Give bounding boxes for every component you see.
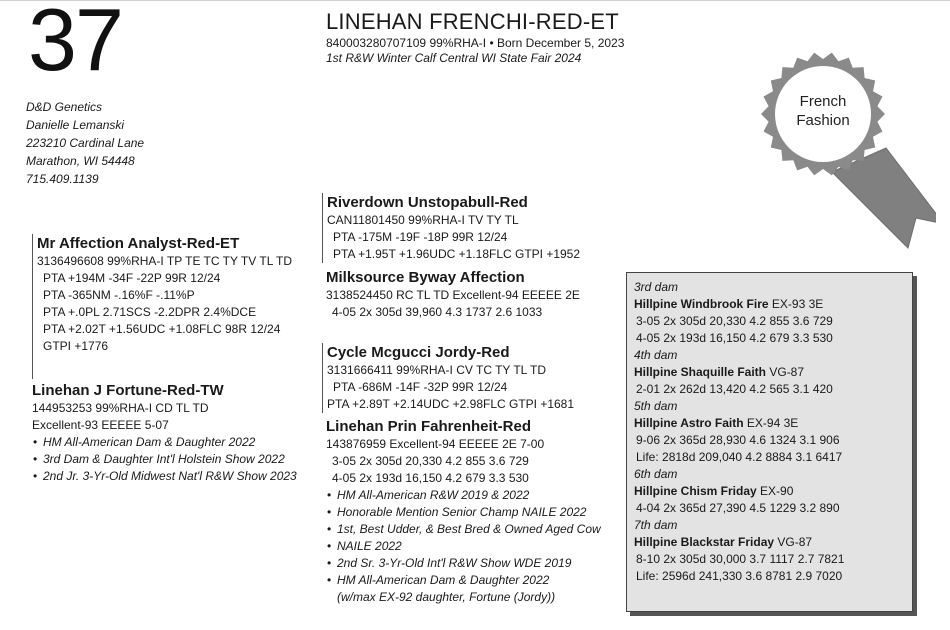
lot-number: 37 <box>28 0 122 89</box>
dam-entry-score: EX-94 3E <box>743 416 799 430</box>
dam-line: 144953253 99%RHA-I CD TL TD <box>32 401 209 415</box>
sire-line: PTA -365NM -.16%F -.11%P <box>43 288 195 302</box>
award-ribbon-icon <box>736 52 936 252</box>
dam-entry-title <box>634 364 905 381</box>
sire-line: PTA +194M -34F -22P 99R 12/24 <box>43 271 221 285</box>
consignor-street: 223210 Cardinal Lane <box>26 136 145 150</box>
dam-entry-score: VG-87 <box>766 365 805 379</box>
dam-generation-label: 7th dam <box>634 518 678 532</box>
consignor-info <box>26 98 144 188</box>
extended-dams-box <box>626 272 913 612</box>
top-rule <box>0 0 950 1</box>
animal-header <box>326 10 624 66</box>
dam-honor: • 2nd Jr. 3-Yr-Old Midwest Nat'l R&W Show 2023 <box>32 468 297 485</box>
dam-entry-record: 3-05 2x 305d 20,330 4.2 855 3.6 729 <box>636 314 833 328</box>
dam-entry-title <box>634 534 905 551</box>
dam-dam-line: 3-05 2x 305d 20,330 4.2 855 3.6 729 <box>332 454 529 468</box>
dam-entry-title <box>634 483 905 500</box>
sire-line: PTA +2.02T +1.56UDC +1.08FLC 98R 12/24 <box>43 322 281 336</box>
dam-entry-record: 4-04 2x 365d 27,390 4.5 1229 3.2 890 <box>636 501 840 515</box>
sire-name: Mr Affection Analyst-Red-ET <box>37 235 240 252</box>
animal-registration: 840003280707109 99%RHA-I • Born December 5, 2023 <box>326 36 625 50</box>
dam-entry-name: Hillpine Astro Faith <box>634 416 744 430</box>
sire-dam-line: 3138524450 RC TL TD Excellent-94 EEEEE 2E <box>326 288 580 302</box>
dam-entry-title <box>634 415 905 432</box>
dam-entry-record: Life: 2818d 209,040 4.2 8884 3.1 6417 <box>636 450 843 464</box>
sire-sire-line: PTA -175M -19F -18P 99R 12/24 <box>333 230 508 244</box>
dam-block <box>32 381 297 485</box>
sire-dam-block <box>326 268 580 321</box>
dam-dam-line: 143876959 Excellent-94 EEEEE 2E 7-00 <box>326 437 545 451</box>
dam-dam-honor-cont: (w/max EX-92 daughter, Fortune (Jordy)) <box>337 590 556 604</box>
dam-sire-block <box>322 343 574 413</box>
dam-sire-line: PTA -686M -14F -32P 99R 12/24 <box>333 380 508 394</box>
dam-generation-label: 5th dam <box>634 399 678 413</box>
consignor-name: Danielle Lemanski <box>26 118 125 132</box>
dam-entry-score: EX-93 3E <box>768 297 824 311</box>
animal-award: 1st R&W Winter Calf Central WI State Fair 2024 <box>326 51 582 65</box>
dam-honor: • 3rd Dam & Daughter Int'l Holstein Show 2022 <box>32 451 297 468</box>
sire-dam-line: 4-05 2x 305d 39,960 4.3 1737 2.6 1033 <box>332 305 543 319</box>
dam-entry-score: EX-90 <box>756 484 794 498</box>
dam-dam-honor: • HM All-American R&W 2019 & 2022 <box>326 487 601 504</box>
dam-dam-block <box>326 417 601 606</box>
dam-dam-honor: • Honorable Mention Senior Champ NAILE 2022 <box>326 504 601 521</box>
ribbon-label <box>780 92 866 130</box>
sire-dam-name: Milksource Byway Affection <box>326 269 525 286</box>
sire-sire-block <box>322 193 580 263</box>
dam-entry-name: Hillpine Blackstar Friday <box>634 535 775 549</box>
consignor-phone: 715.409.1139 <box>26 172 99 186</box>
sire-line: PTA +.0PL 2.71SCS -2.2DPR 2.4%DCE <box>43 305 257 319</box>
dam-entry-record: 2-01 2x 262d 13,420 4.2 565 3.1 420 <box>636 382 833 396</box>
ribbon-line-1: French <box>799 93 847 110</box>
dam-dam-honor: • 1st, Best Udder, & Best Bred & Owned Aged Cow <box>326 521 601 538</box>
dam-entry-record: 8-10 2x 305d 30,000 3.7 1117 2.7 7821 <box>636 552 845 566</box>
animal-name: LINEHAN FRENCHI-RED-ET <box>326 9 619 34</box>
dam-entry-name: Hillpine Chism Friday <box>634 484 757 498</box>
dam-line: Excellent-93 EEEEE 5-07 <box>32 418 169 432</box>
dam-dam-honor: • 2nd Sr. 3-Yr-Old Int'l R&W Show WDE 2019 <box>326 555 601 572</box>
dam-entry-record: 9-06 2x 365d 28,930 4.6 1324 3.1 906 <box>636 433 840 447</box>
consignor-farm: D&D Genetics <box>26 100 103 114</box>
sire-line: 3136496608 99%RHA-I TP TE TC TY TV TL TD <box>37 254 293 268</box>
dam-dam-honor-cont <box>326 538 601 555</box>
dam-entry-name: Hillpine Windbrook Fire <box>634 297 769 311</box>
ribbon-line-2: Fashion <box>796 112 850 129</box>
dam-dam-name: Linehan Prin Fahrenheit-Red <box>326 418 532 435</box>
dam-sire-line: 3131666411 99%RHA-I CV TC TY TL TD <box>327 363 547 377</box>
dam-generation-label: 6th dam <box>634 467 678 481</box>
sire-sire-line: PTA +1.95T +1.96UDC +1.18FLC GTPI +1952 <box>333 247 581 261</box>
dam-dam-line: 4-05 2x 193d 16,150 4.2 679 3.3 530 <box>332 471 529 485</box>
dam-generation-label: 4th dam <box>634 348 678 362</box>
dam-entry-score: VG-87 <box>774 535 813 549</box>
dam-entry-record: 4-05 2x 193d 16,150 4.2 679 3.3 530 <box>636 331 833 345</box>
dam-name: Linehan J Fortune-Red-TW <box>32 382 224 399</box>
consignor-city: Marathon, WI 54448 <box>26 154 135 168</box>
dam-sire-name: Cycle Mcgucci Jordy-Red <box>327 344 510 361</box>
sire-sire-name: Riverdown Unstopabull-Red <box>327 194 528 211</box>
dam-honor: • HM All-American Dam & Daughter 2022 <box>32 434 297 451</box>
dam-entry-record: Life: 2596d 241,330 3.6 8781 2.9 7020 <box>636 569 843 583</box>
dam-sire-line: PTA +2.89T +2.14UDC +2.98FLC GTPI +1681 <box>327 397 575 411</box>
sire-sire-line: CAN11801450 99%RHA-I TV TY TL <box>327 213 519 227</box>
dam-generation-label: 3rd dam <box>634 280 679 294</box>
sire-block <box>32 234 292 379</box>
sire-line: GTPI +1776 <box>43 339 109 353</box>
dam-dam-honor-cont-text: NAILE 2022 <box>337 539 402 553</box>
dam-entry-title <box>634 296 905 313</box>
dam-dam-honor: • HM All-American Dam & Daughter 2022 <box>326 572 601 589</box>
dam-entry-name: Hillpine Shaquille Faith <box>634 365 767 379</box>
